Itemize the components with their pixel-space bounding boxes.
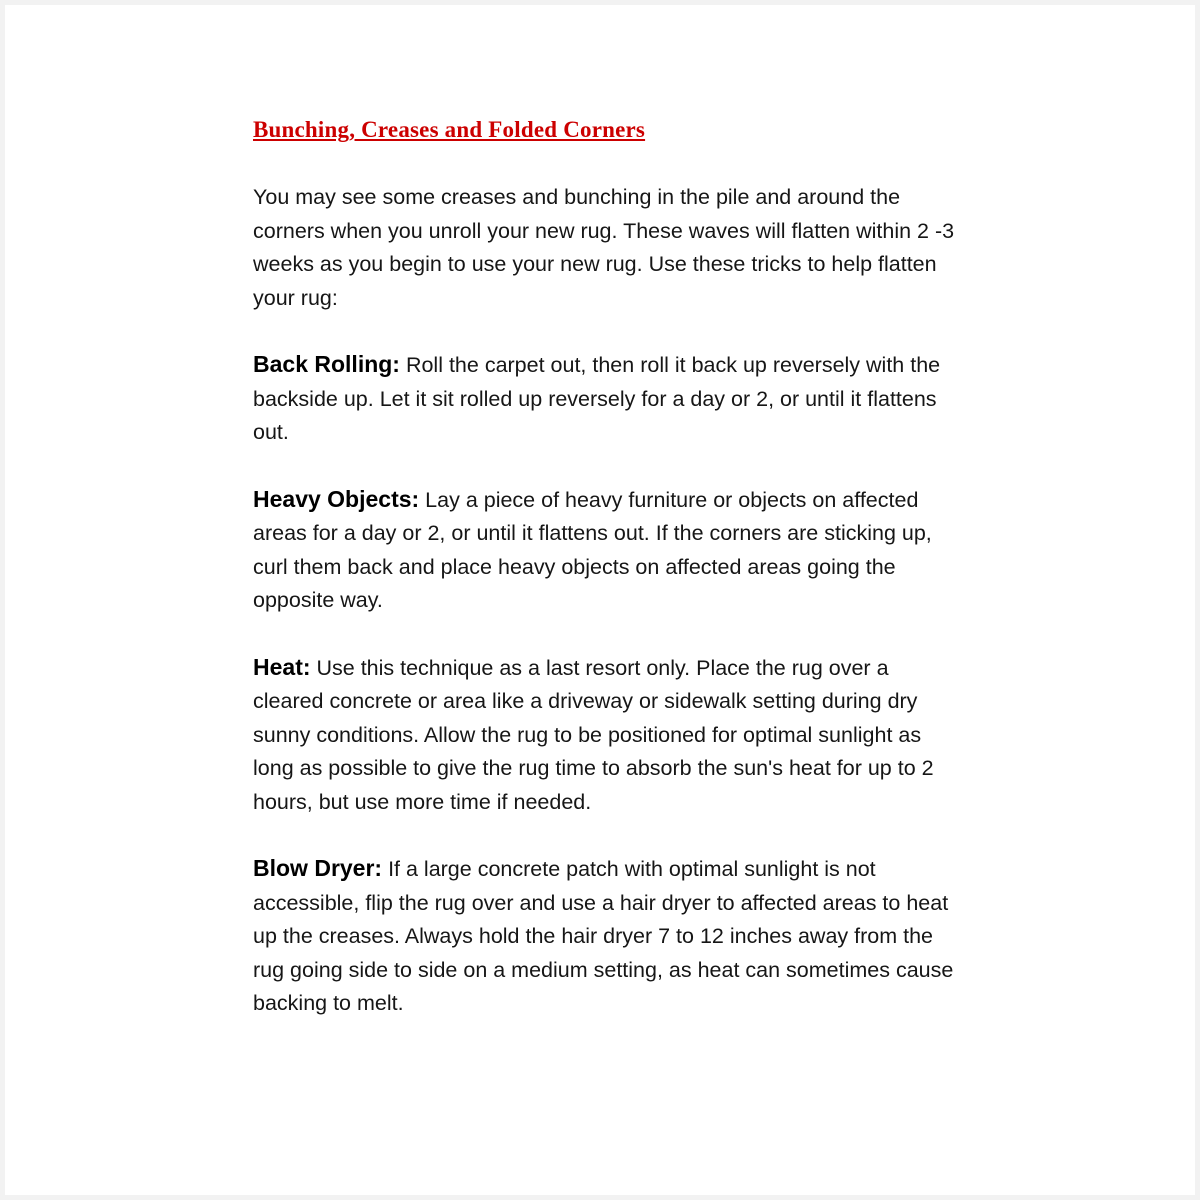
page-title: Bunching, Creases and Folded Corners (253, 117, 646, 142)
section-back-rolling (253, 348, 965, 450)
section-text-blow-dryer: If a large concrete patch with optimal sunlight is not accessible, flip the rug over and use a hair dryer to affected areas to heat up the creases. Always hold the hair dryer 7 to 12 inches away from the rug going side to side on a medium setting, as heat can sometimes cause backing to melt. (253, 857, 954, 1015)
section-text-heat: Use this technique as a last resort only. Place the rug over a cleared concrete or area like a driveway or sidewalk setting during dry sunny conditions. Allow the rug to be positioned for optimal sunlight as long as possible to give the rug time to absorb the sun's heat for up to 2 hours, but use more time if needed. (253, 655, 934, 814)
section-label-blow-dryer: Blow Dryer: (253, 855, 383, 881)
intro-paragraph: You may see some creases and bunching in the pile and around the corners when you unroll your new rug. These waves will flatten within 2 -3 weeks as you begin to use your new rug. Use these tricks to help flatten your rug: (253, 185, 955, 310)
section-heavy-objects (253, 483, 965, 618)
section-label-heavy-objects: Heavy Objects: (253, 485, 420, 512)
section-blow-dryer (253, 852, 965, 1021)
section-label-heat: Heat: (253, 653, 311, 680)
section-text-back-rolling: Roll the carpet out, then roll it back up reversely with the backside up. Let it sit rolled up reversely for a day or 2, or until it flattens out. (253, 353, 941, 444)
section-text-heavy-objects: Lay a piece of heavy furniture or objects on affected areas for a day or 2, or until it flattens out. If the corners are sticking up, curl them back and place heavy objects on affected areas going the opposite way. (253, 487, 932, 612)
section-label-back-rolling: Back Rolling: (253, 351, 400, 377)
document-content (253, 117, 965, 1054)
section-heat (253, 651, 965, 820)
